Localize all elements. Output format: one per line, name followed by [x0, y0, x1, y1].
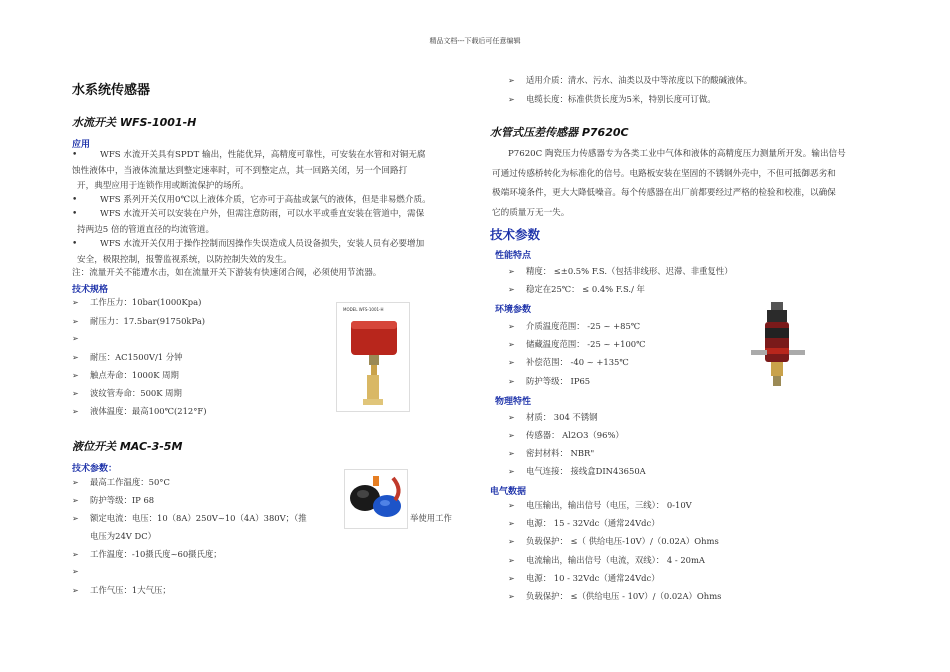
bullet-1: • WFS 水流开关具有SPDT 输出，性能优异，高精度可靠性，可安装在水管和对铜无腐 蚀性液体中，当液体流量达到整定速率时，可不到整定点，其一回路关闭，另一个回路打 开，典型应用于连锁作用或断流保护的场所。 — [72, 150, 426, 191]
elec-item: ➢ 电源： 15 - 32Vdc（通常24Vdc） — [508, 518, 660, 528]
spec-item: ➢ 液体温度：最高100℃(212°F) — [72, 406, 207, 416]
env-item: ➢ 补偿范围： -40 ~ +135℃ — [508, 357, 629, 367]
spec-item: ➢ 触点寿命：1000K 周期 — [72, 370, 179, 380]
phys-item: ➢ 密封材料： NBR" — [508, 448, 595, 458]
spec-label: 技术规格 — [72, 285, 109, 295]
elec-item: ➢ 负载保护： ≤（供给电压 - 10V）/（0.02A）Ohms — [508, 591, 722, 601]
mac-spec-item: ➢ 额定电流：电压：10（8A）250V~10（4A）380V；（推 — [72, 513, 307, 523]
float-switch-illustration — [345, 470, 407, 528]
bullet-2: • WFS 系列开关仅用0℃以上液体介质，它亦可于高盐或氯气的液体，但是非易燃介质。 — [72, 193, 431, 209]
elec-item: ➢ 电压输出，输出信号（电压，三线）： 0-10V — [508, 500, 692, 510]
note: 注：流量开关不能遭水击，如在流量开关下游装有快速闭合阀，必须使用节流器。 — [72, 268, 382, 278]
perf-item: ➢ 稳定在25℃： ≤ 0.4% F.S./ 年 — [508, 284, 645, 294]
spec-item: ➢ 耐压力：17.5bar(91750kPa) — [72, 316, 206, 326]
wfs-product-image — [336, 302, 410, 412]
env-item: ➢ 防护等级： IP65 — [508, 376, 591, 386]
mac-spec-item: ➢ 最高工作温度：50°C — [72, 477, 170, 487]
mac-spec-label: 技术参数： — [72, 464, 118, 474]
app-label: 应用 — [72, 140, 91, 150]
env-item: ➢ 储藏温度范围： -25 ~ +100℃ — [508, 339, 646, 349]
elec-label: 电气数据 — [490, 487, 527, 497]
page-header: 精品文档---下载后可任意编辑 — [429, 37, 521, 45]
mac-title: 液位开关 MAC-3-5M — [72, 440, 183, 453]
phys-item: ➢ 传感器： Al2O3（96%） — [508, 430, 624, 440]
p7620-product-image — [747, 300, 807, 388]
mac-side-text: 举使用工作 — [410, 513, 452, 523]
bullet-3: • WFS 水流开关可以安装在户外，但需注意防雨，可以水平或垂直安装在管道中，需保 持两边5 倍的管道直径的均流管道。 — [72, 209, 425, 235]
mac-product-image — [344, 469, 408, 529]
env-item: ➢ 介质温度范围： -25 ~ +85℃ — [508, 321, 641, 331]
spec-item: ➢ 波纹管寿命：500K 周期 — [72, 388, 182, 398]
top-item: ➢ 适用介质：清水、污水、油类以及中等浓度以下的酸碱液体。 — [508, 75, 753, 85]
env-label: 环境参数 — [495, 305, 532, 315]
perf-item: ➢ 精度： ≤±0.5% F.S.（包括非线形、迟滞、非重复性） — [508, 266, 733, 276]
mac-spec-item: ➢ 防护等级：IP 68 — [72, 495, 155, 505]
bullet-4: • WFS 水流开关仅用于操作控制而因操作失误造成人员设备损失，安装人员有必要增加 安全，极限控制，报警监视系统，以防控制失效的发生。 — [72, 239, 425, 265]
p7620-paragraph: P7620C 陶瓷压力传感器专为各类工业中气体和液体的高精度压力测量所开发。输出信号 可通过传感桥转化为标准化的信号。电路板安装在坚固的不锈钢外壳中，不但可抵御恶劣和 极端环境条件，更大大降低噪音。每个传感器在出厂前都要经过严格的检验和校准，以确保 它的质量万无一失。 — [492, 149, 846, 218]
spec-item: ➢ 工作压力：10bar(1000Kpa) — [72, 297, 202, 307]
mac-spec-item: ➢ — [72, 567, 79, 576]
wfs-image-label: MODEL WFS-1001-H — [343, 307, 384, 312]
mac-spec-item: ➢ 工作温度：-10摄氏度~60摄氏度； — [72, 549, 222, 559]
spec-item: ➢ 耐压：AC1500V/1 分钟 — [72, 352, 183, 362]
p7620-title: 水管式压差传感器 P7620C — [490, 126, 629, 139]
bullet-dot: • — [72, 209, 78, 219]
phys-item: ➢ 材质： 304 不锈钢 — [508, 412, 598, 422]
tech-title: 技术参数 — [490, 227, 541, 242]
perf-label: 性能特点 — [495, 251, 532, 261]
mac-spec-item: ➢ 工作气压：1大气压； — [72, 585, 171, 595]
elec-item: ➢ 电流输出，输出信号（电流，双线）： 4 - 20mA — [508, 555, 705, 565]
phys-label: 物理特性 — [495, 397, 532, 407]
elec-item: ➢ 负载保护： ≤（ 供给电压-10V）/（0.02A）Ohms — [508, 536, 719, 546]
bullet-dot: • — [72, 195, 78, 205]
top-item: ➢ 电缆长度：标准供货长度为5米，特别长度可订做。 — [508, 94, 716, 104]
spec-item: ➢ — [72, 334, 79, 343]
doc-title: 水系统传感器 — [72, 83, 151, 98]
wfs-title: 水流开关 WFS-1001-H — [72, 116, 197, 129]
elec-item: ➢ 电源： 10 - 32Vdc（通常24Vdc） — [508, 573, 660, 583]
pressure-sensor-illustration — [747, 300, 807, 388]
flow-switch-illustration — [337, 303, 409, 411]
bullet-dot: • — [72, 239, 78, 249]
phys-item: ➢ 电气连接： 接线盒DIN43650A — [508, 466, 646, 476]
bullet-dot: • — [72, 150, 78, 160]
mac-spec-item-cont: 电压为24V DC） — [90, 531, 156, 541]
